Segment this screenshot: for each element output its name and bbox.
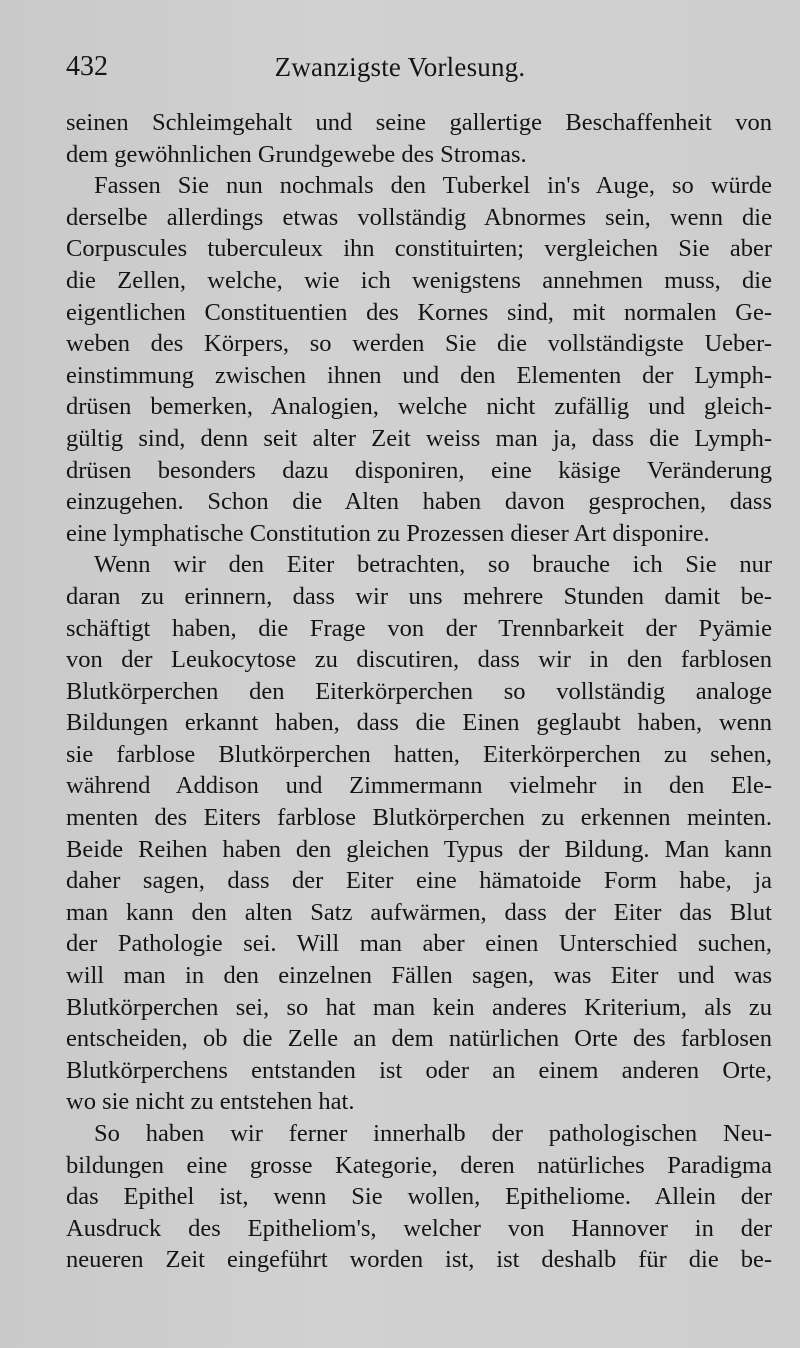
text-line: bildungen eine grosse Kategorie, deren natürliches Paradigma: [66, 1151, 772, 1179]
text-line: schäftigt haben, die Frage von der Trennbarkeit der Pyämie: [66, 614, 772, 642]
text-line: daran zu erinnern, dass wir uns mehrere Stunden damit be-: [66, 582, 772, 610]
text-line: menten des Eiters farblose Blutkörperchen zu erkennen meinten.: [66, 804, 772, 832]
text-line: drüsen bemerken, Analogien, welche nicht zufällig und gleich-: [66, 393, 772, 421]
text-line: So haben wir ferner innerhalb der pathologischen Neu-: [94, 1120, 772, 1147]
text-line: drüsen besonders dazu disponiren, eine käsige Veränderung: [66, 456, 772, 484]
text-line: von der Leukocytose zu discutiren, dass wir in den farblosen: [66, 646, 772, 674]
text-line: eigentlichen Constituentien des Kornes sind, mit normalen Ge-: [66, 298, 772, 326]
text-line: Ausdruck des Epitheliom's, welcher von Hannover in der: [66, 1214, 772, 1242]
text-line: Wenn wir den Eiter betrachten, so brauche ich Sie nur: [94, 551, 772, 579]
text-line: Fassen Sie nun nochmals den Tuberkel in's Auge, so würde: [94, 172, 772, 200]
running-title: Zwanzigste Vorlesung.: [274, 52, 526, 82]
body-text: [66, 107, 772, 1276]
text-line: Blutkörperchen den Eiterkörperchen so vollständig analoge: [66, 677, 772, 705]
text-line: seinen Schleimgehalt und seine gallertige Beschaffenheit von: [66, 109, 772, 136]
text-line: einzugehen. Schon die Alten haben davon gesprochen, dass: [66, 488, 772, 516]
text-line: eine lymphatische Constitution zu Prozessen dieser Art disponire.: [66, 519, 710, 547]
page-number: 432: [66, 51, 108, 82]
text-line: entscheiden, ob die Zelle an dem natürlichen Orte des farblosen: [66, 1025, 772, 1053]
text-line: Bildungen erkannt haben, dass die Einen geglaubt haben, wenn: [66, 709, 772, 737]
text-line: Corpuscules tuberculeux ihn constituirten; vergleichen Sie aber: [66, 235, 772, 263]
text-line: einstimmung zwischen ihnen und den Elementen der Lymph-: [66, 361, 772, 389]
text-line: derselbe allerdings etwas vollständig Abnormes sein, wenn die: [66, 203, 772, 231]
text-line: gültig sind, denn seit alter Zeit weiss man ja, dass die Lymph-: [66, 424, 772, 452]
text-line: will man in den einzelnen Fällen sagen, was Eiter und was: [66, 962, 772, 990]
text-line: Beide Reihen haben den gleichen Typus der Bildung. Man kann: [66, 835, 772, 863]
text-line: das Epithel ist, wenn Sie wollen, Epitheliome. Allein der: [66, 1183, 772, 1211]
text-line: Blutkörperchen sei, so hat man kein anderes Kriterium, als zu: [66, 993, 772, 1021]
text-line: der Pathologie sei. Will man aber einen Unterschied suchen,: [66, 930, 772, 958]
text-line: daher sagen, dass der Eiter eine hämatoide Form habe, ja: [66, 867, 772, 895]
text-line: wo sie nicht zu entstehen hat.: [66, 1088, 355, 1116]
text-line: neueren Zeit eingeführt worden ist, ist deshalb für die be-: [66, 1246, 772, 1274]
page-header: [0, 50, 800, 84]
text-line: man kann den alten Satz aufwärmen, dass der Eiter das Blut: [66, 898, 772, 926]
text-line: Blutkörperchens entstanden ist oder an einem anderen Orte,: [66, 1056, 772, 1084]
text-line: weben des Körpers, so werden Sie die vollständigste Ueber-: [66, 330, 772, 358]
text-line: die Zellen, welche, wie ich wenigstens annehmen muss, die: [66, 266, 772, 294]
text-line: während Addison und Zimmermann vielmehr in den Ele-: [66, 772, 772, 800]
text-line: sie farblose Blutkörperchen hatten, Eiterkörperchen zu sehen,: [66, 740, 772, 768]
text-line: dem gewöhnlichen Grundgewebe des Stromas.: [66, 140, 527, 168]
